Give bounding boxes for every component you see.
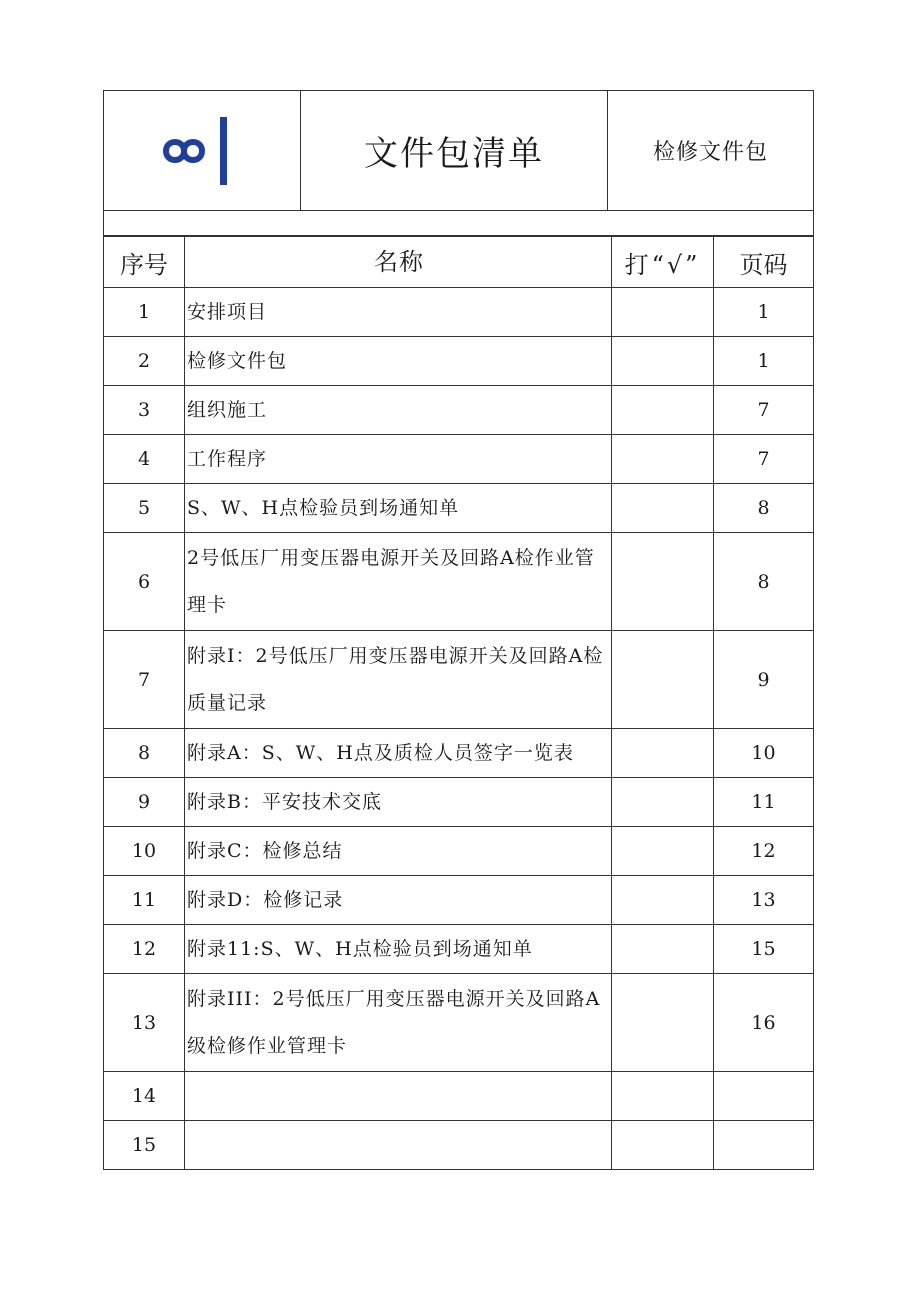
row-name: 附录B：平安技术交底 (185, 778, 612, 827)
row-check-cell[interactable] (612, 974, 714, 1072)
infinity-bar-logo-icon (154, 111, 250, 191)
col-header-name: 名称 (185, 237, 612, 288)
row-page: 1 (714, 337, 814, 386)
row-page: 1 (714, 288, 814, 337)
row-check-cell[interactable] (612, 827, 714, 876)
row-check-cell[interactable] (612, 435, 714, 484)
row-check-cell[interactable] (612, 876, 714, 925)
row-page: 8 (714, 533, 814, 631)
row-page: 8 (714, 484, 814, 533)
table-row (104, 386, 814, 435)
row-check-cell[interactable] (612, 631, 714, 729)
col-header-check: 打“√” (612, 237, 714, 288)
row-index: 10 (104, 827, 185, 876)
document-header (103, 90, 814, 211)
row-index: 2 (104, 337, 185, 386)
row-page: 9 (714, 631, 814, 729)
row-index: 1 (104, 288, 185, 337)
row-page: 16 (714, 974, 814, 1072)
row-name: S、W、H点检验员到场通知单 (185, 484, 612, 533)
table-header-row (104, 237, 814, 288)
row-page: 15 (714, 925, 814, 974)
row-check-cell[interactable] (612, 1072, 714, 1121)
table-row (104, 1121, 814, 1170)
row-index: 8 (104, 729, 185, 778)
table-row (104, 925, 814, 974)
table-row (104, 974, 814, 1072)
row-check-cell[interactable] (612, 778, 714, 827)
logo-cell (104, 91, 301, 210)
table-row (104, 1072, 814, 1121)
row-check-cell[interactable] (612, 288, 714, 337)
row-check-cell[interactable] (612, 533, 714, 631)
table-row (104, 729, 814, 778)
table-row (104, 337, 814, 386)
table-row (104, 288, 814, 337)
row-page: 13 (714, 876, 814, 925)
row-page: 10 (714, 729, 814, 778)
table-row (104, 631, 814, 729)
row-page: 11 (714, 778, 814, 827)
row-check-cell[interactable] (612, 337, 714, 386)
row-name: 附录D：检修记录 (185, 876, 612, 925)
row-name: 工作程序 (185, 435, 612, 484)
row-name: 附录I：2号低压厂用变压器电源开关及回路A检质量记录 (185, 631, 612, 729)
row-page (714, 1121, 814, 1170)
row-name: 附录III：2号低压厂用变压器电源开关及回路A级检修作业管理卡 (185, 974, 612, 1072)
row-name: 附录C：检修总结 (185, 827, 612, 876)
table-row (104, 778, 814, 827)
row-index: 14 (104, 1072, 185, 1121)
row-index: 3 (104, 386, 185, 435)
row-check-cell[interactable] (612, 1121, 714, 1170)
row-check-cell[interactable] (612, 925, 714, 974)
col-header-index: 序号 (104, 237, 185, 288)
table-row (104, 876, 814, 925)
row-name (185, 1072, 612, 1121)
row-name: 附录11:S、W、H点检验员到场通知单 (185, 925, 612, 974)
row-check-cell[interactable] (612, 729, 714, 778)
row-page (714, 1072, 814, 1121)
row-name: 组织施工 (185, 386, 612, 435)
document-subtitle: 检修文件包 (652, 140, 768, 165)
row-name: 安排项目 (185, 288, 612, 337)
row-index: 5 (104, 484, 185, 533)
row-index: 15 (104, 1121, 185, 1170)
row-index: 7 (104, 631, 185, 729)
table-row (104, 533, 814, 631)
table-row (104, 827, 814, 876)
row-index: 12 (104, 925, 185, 974)
row-index: 9 (104, 778, 185, 827)
table-row (104, 484, 814, 533)
row-page: 7 (714, 386, 814, 435)
document-title: 文件包清单 (301, 91, 608, 210)
table-body (104, 288, 814, 1170)
table-row (104, 435, 814, 484)
row-name: 2号低压厂用变压器电源开关及回路A检作业管理卡 (185, 533, 612, 631)
row-name: 检修文件包 (185, 337, 612, 386)
header-spacer (103, 211, 814, 236)
row-index: 11 (104, 876, 185, 925)
col-header-page: 页码 (714, 237, 814, 288)
row-index: 13 (104, 974, 185, 1072)
row-index: 4 (104, 435, 185, 484)
row-name: 附录A：S、W、H点及质检人员签字一览表 (185, 729, 612, 778)
row-page: 12 (714, 827, 814, 876)
row-name (185, 1121, 612, 1170)
row-check-cell[interactable] (612, 484, 714, 533)
file-list-table (103, 236, 814, 1170)
row-page: 7 (714, 435, 814, 484)
document-sheet (103, 90, 814, 1170)
row-check-cell[interactable] (612, 386, 714, 435)
row-index: 6 (104, 533, 185, 631)
